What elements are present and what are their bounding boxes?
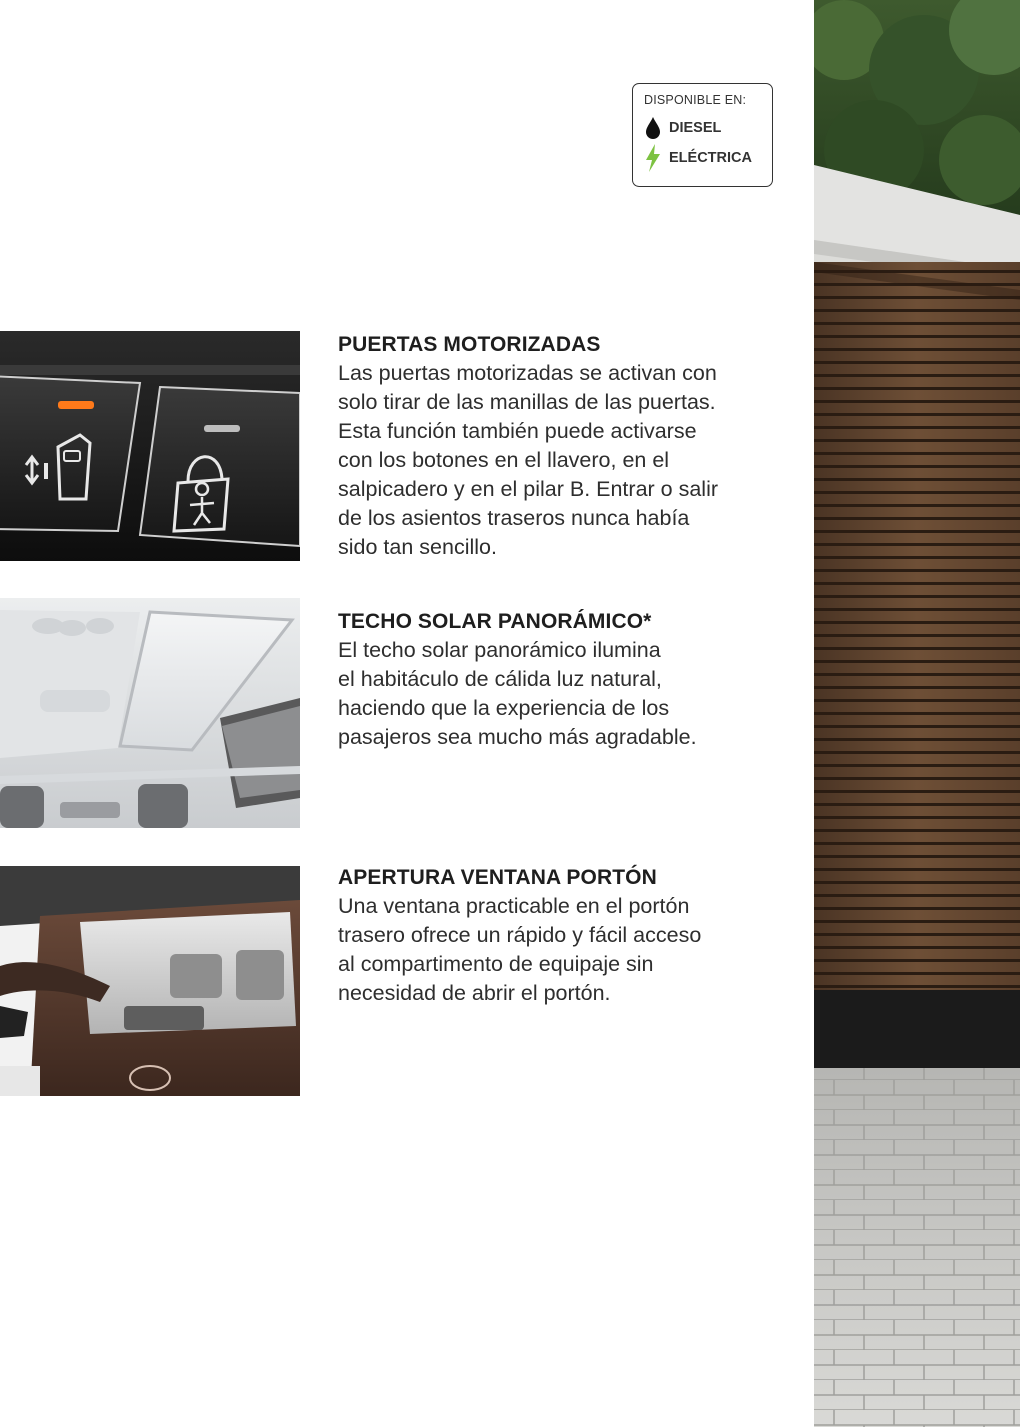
feature-power-doors: [338, 330, 778, 562]
availability-badge: [632, 83, 773, 187]
feature-sunroof-title: TECHO SOLAR PANORÁMICO*: [338, 610, 652, 633]
feature-power-doors-text: Las puertas motorizadas se activan con solo tirar de las manillas de las puertas. Esta función también puede activarse con los botones en el llavero, en el salpicadero y en el pilar B. Entrar o salir de los asientos traseros nunca había sido tan sencillo.: [338, 361, 719, 559]
feature-sunroof: [338, 607, 778, 752]
availability-diesel: [644, 115, 772, 141]
availability-electric: [644, 145, 772, 171]
availability-diesel-label: DIESEL: [669, 120, 722, 136]
house-exterior-photo: [814, 0, 1020, 1427]
feature-tailgate-window: [338, 863, 778, 1008]
lightning-bolt-icon: [644, 145, 662, 171]
feature-tailgate-window-title: APERTURA VENTANA PORTÓN: [338, 866, 657, 889]
feature-sunroof-text: El techo solar panorámico ilumina el habitáculo de cálida luz natural, haciendo que la experiencia de los pasajeros sea mucho más agradable.: [338, 638, 697, 749]
fuel-drop-icon: [644, 115, 662, 141]
feature-power-doors-title: PUERTAS MOTORIZADAS: [338, 333, 601, 356]
availability-title: DISPONIBLE EN:: [644, 93, 747, 107]
tailgate-window-image: [0, 866, 300, 1096]
feature-tailgate-window-text: Una ventana practicable en el portón trasero ofrece un rápido y fácil acceso al compartimento de equipaje sin necesidad de abrir el portón.: [338, 894, 702, 1005]
availability-electric-label: ELÉCTRICA: [669, 150, 752, 166]
panoramic-sunroof-image: [0, 598, 300, 828]
power-door-buttons-image: [0, 331, 300, 561]
